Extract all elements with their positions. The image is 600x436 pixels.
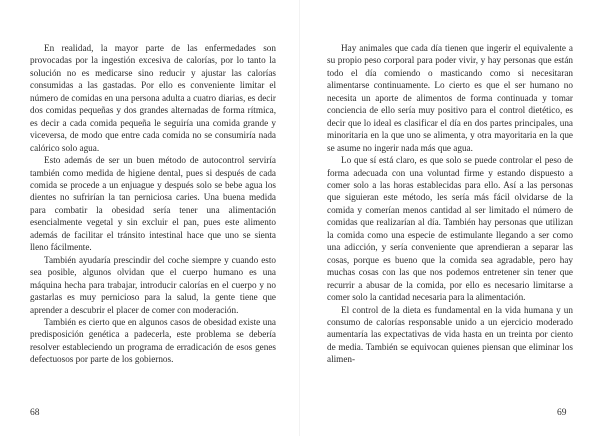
paragraph: El control de la dieta es fundamental en la vida humana y un consumo de calorías responsable unido a un ejercicio moderado aumentaría las expectativas de vida hasta en un treinta por ciento de media. También se equivocan quienes piensan que eliminar los alimen- [327, 304, 573, 365]
page-number: 69 [557, 408, 567, 418]
paragraph: Hay animales que cada día tienen que ingerir el equivalente a su propio peso corporal para poder vivir, y hay personas que están todo el día comiendo o masticando como si necesitaran alimentarse continuamente. Lo cierto es que el ser humano no necesita un aporte de alimentos de forma continuada y tomar conciencia de ello sería muy positivo para el control dietético, es decir que lo ideal es clasificar el día en dos partes principales, una minoritaria en la que uno se alimenta, y otra mayoritaria en la que se asume no ingerir nada más que agua. [327, 43, 573, 153]
page-number: 68 [30, 408, 40, 418]
paragraph: También ayudaría prescindir del coche siempre y cuando esto sea posible, algunos olvidan que el cuerpo humano es una máquina hecha para trabajar, introducir calorías en el cuerpo y no gastarlas es muy pernicioso para la salud, la gente tiene que aprender a descubrir el placer de comer con moderación. [30, 254, 276, 315]
right-page-body [327, 42, 573, 366]
paragraph: También es cierto que en algunos casos de obesidad existe una predisposición genética a padecerla, este problema se debería resolver estableciendo un programa de erradicación de esos genes defectuosos por parte de los gobiernos. [30, 316, 276, 365]
paragraph: En realidad, la mayor parte de las enfermedades son provocadas por la ingestión excesiva de calorías, por lo tanto la solución no es medicarse sino reducir y ajustar las calorías consumidas a las gastadas. Por ello es conveniente limitar el número de comidas en una persona adulta a cuatro diarias, es decir dos comidas pequeñas y dos grandes alternadas de forma rítmica, es decir a cada comida pequeña le seguiría una comida grande y viceversa, de modo que entre cada comida no se consumiría nada calórico solo agua. [30, 43, 276, 153]
right-page [300, 0, 600, 436]
paragraph: Esto además de ser un buen método de autocontrol serviría también como medida de higiene dental, pues si después de cada comida se procede a un enjuague y después solo se bebe agua los dientes no sufrirían la tan perniciosa caries. Una buena medida para combatir la obesidad sería tener una alimentación esencialmente vegetal y sin excluir el pan, pues este alimento además de facilitar el tránsito intestinal hace que uno se sienta lleno fácilmente. [30, 155, 276, 253]
paragraph: Lo que sí está claro, es que solo se puede controlar el peso de forma adecuada con una voluntad firme y estando dispuesto a comer solo a las horas establecidas para ello. Así a las personas que siguieran este método, les sería más fácil olvidarse de la comida y comerían menos cantidad al ser limitado el número de comidas que realizarían al día. También hay personas que utilizan la comida como una especie de estimulante llegando a ser como una adicción, y sería conveniente que aprendieran a separar las cosas, porque es bueno que la comida sea agradable, pero hay muchas cosas con las que nos podemos entretener sin tener que recurrir a abusar de la comida, por ello es necesario limitarse a comer solo la cantidad necesaria para la alimentación. [327, 155, 573, 303]
left-page-body [30, 42, 276, 366]
